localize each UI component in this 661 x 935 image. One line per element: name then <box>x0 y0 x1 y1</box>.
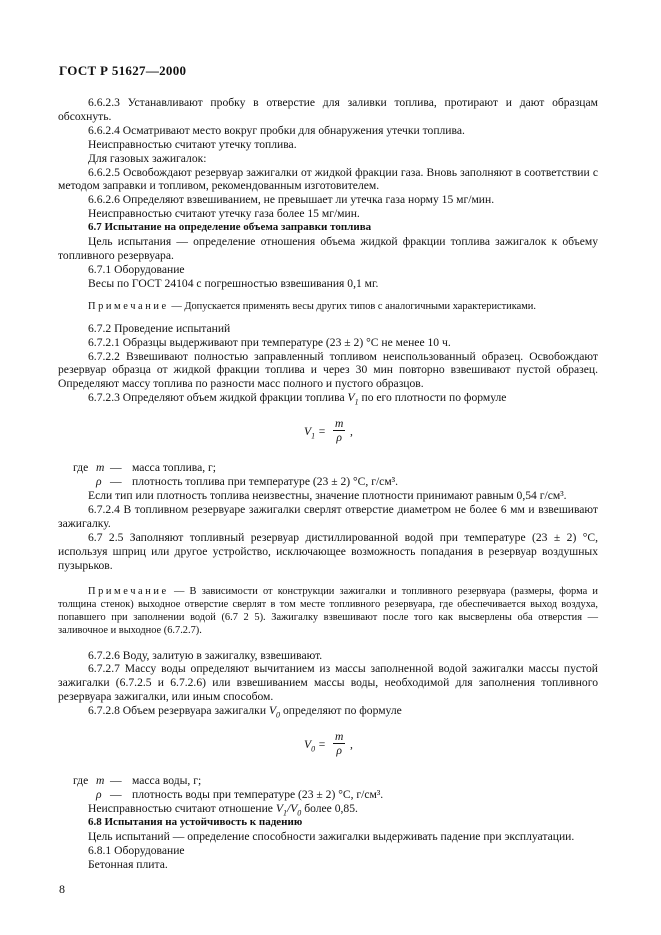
paragraph-gas-lighters: Для газовых зажигалок: <box>88 151 207 165</box>
paragraph-6-6-2-6: 6.6.2.6 Определяют взвешиванием, не превышает ли утечка газа норму 15 мг/мин. <box>88 193 495 207</box>
note-2 <box>58 585 598 637</box>
paragraph-defect-gas: Неисправностью считают утечку газа более 15 мг/мин. <box>88 207 360 221</box>
note-2-text: — В зависимости от конструкции зажигалки и топливного резервуара (размеры, форма и толщина стенок) выходное отверстие сверлят в том месте топливного резервуара, где обеспечивается выход воздуха, попавшего при заполнении водой (6.7 2 5). Зажигалку взвешивают после того как высверлены оба отверстия — заливочное и выходное (6.7.2.7). <box>58 585 598 636</box>
paragraph-6-8-1: 6.8.1 Оборудование <box>88 843 185 857</box>
note-1-text: — Допускается применять весы других типов с аналогичными характеристиками. <box>171 300 536 312</box>
document-header: ГОСТ Р 51627—2000 <box>59 63 187 78</box>
formula-v1: $V_1$ = $\frac{m}{\rho}$ , <box>304 417 353 445</box>
where-line-m-water: где m — масса воды, г; <box>73 774 202 788</box>
formula-v0: $V_0$ = $\frac{m}{\rho}$ , <box>304 730 353 758</box>
paragraph-6-7-2-6: 6.7.2.6 Воду, залитую в зажигалку, взвешивают. <box>88 648 323 662</box>
paragraph-6-7-2-8: 6.7.2.8 Объем резервуара зажигалки $V_0$ определяют по формуле <box>88 704 402 720</box>
fraction-m-over-rho: $\frac{m}{\rho}$ <box>335 417 344 445</box>
note-1-label: Примечание <box>88 300 169 312</box>
paragraph-concrete-slab: Бетонная плита. <box>88 857 168 871</box>
paragraph-ratio-defect: Неисправностью считают отношение $V_1/V_0$ более 0,85. <box>88 802 358 818</box>
paragraph-6-7-2-7: 6.7.2.7 Массу воды определяют вычитанием из массы заполненной водой зажигалки массы пустой зажигалки (6.7.2.5 и 6.7.2.6) или взвешиванием массы воды, необходимой для заполнения топливного резервуара зажигалки, или иным способом. <box>58 662 598 704</box>
where-line-m: где m — масса топлива, г; <box>73 461 217 475</box>
paragraph-test-purpose-drop: Цель испытаний — определение способности зажигалки выдерживать падение при эксплуатации. <box>88 829 575 843</box>
paragraph-6-7-2: 6.7.2 Проведение испытаний <box>88 321 231 335</box>
paragraph-6-6-2-3: 6.6.2.3 Устанавливают пробку в отверстие для заливки топлива, протирают и дают образцам обсохнуть. <box>58 96 598 123</box>
paragraph-6-7-2-1: 6.7.2.1 Образцы выдерживают при температуре (23 ± 2) °С не менее 10 ч. <box>88 335 451 349</box>
symbol-v0: $V_0$ <box>268 704 281 720</box>
paragraph-scales: Весы по ГОСТ 24104 с погрешностью взвешивания 0,1 мг. <box>88 276 379 290</box>
paragraph-6-7-2-4: 6.7.2.4 В топливном резервуаре зажигалки сверлят отверстие диаметром не более 6 мм и взвешивают зажигалку. <box>58 503 598 530</box>
paragraph-6-7-1: 6.7.1 Оборудование <box>88 262 185 276</box>
paragraph-test-purpose: Цель испытания — определение отношения объема жидкой фракции топлива зажигалок к объему топливного резервуара. <box>58 235 598 262</box>
section-heading-6-8: 6.8 Испытания на устойчивость к падению <box>88 816 303 828</box>
where-line-rho-water: ρ — плотность воды при температуре (23 ± 2) °С, г/см³. <box>96 788 384 802</box>
fraction-m-over-rho-2: $\frac{m}{\rho}$ <box>335 730 344 758</box>
page-number: 8 <box>59 882 65 896</box>
where-line-rho: ρ — плотность топлива при температуре (23 ± 2) °С, г/см³. <box>96 475 399 489</box>
paragraph-6-6-2-4: 6.6.2.4 Осматривают место вокруг пробки для обнаружения утечки топлива. <box>88 123 465 137</box>
section-heading-6-7: 6.7 Испытание на определение объема заправки топлива <box>88 221 372 234</box>
symbol-ratio: $V_1/V_0$ <box>275 802 302 818</box>
symbol-v1: $V_1$ <box>347 391 359 407</box>
document-body <box>58 96 598 872</box>
paragraph-density-unknown: Если тип или плотность топлива неизвестны, значение плотности принимают равным 0,54 г/см³. <box>88 489 567 503</box>
paragraph-6-6-2-5: 6.6.2.5 Освобождают резервуар зажигалки от жидкой фракции газа. Вновь заполняют в соответствии с методом заправки и топливом, рекомендованным изготовителем. <box>58 165 598 193</box>
note-2-label: Примечание <box>88 585 169 597</box>
paragraph-6-7-2-2: 6.7.2.2 Взвешивают полностью заправленный топливом неиспользованный образец. Освобождают резервуар образца от жидкой фракции топлива и через 30 мин повторно взвешивают пустой образец. Определяют массу топлива по разности масс полного и пустого образцов. <box>58 349 598 391</box>
paragraph-defect-fuel: Неисправностью считают утечку топлива. <box>88 137 297 151</box>
paragraph-6-7-2-5: 6.7 2.5 Заполняют топливный резервуар дистиллированной водой при температуре (23 ± 2) °С, используя шприц или другое устройство, исключающее возможность попадания в резервуар воздушных пузырьков. <box>58 530 598 572</box>
paragraph-6-7-2-3: 6.7.2.3 Определяют объем жидкой фракции топлива $V_1$ по его плотности по формуле <box>88 391 507 407</box>
note-1 <box>58 300 598 313</box>
